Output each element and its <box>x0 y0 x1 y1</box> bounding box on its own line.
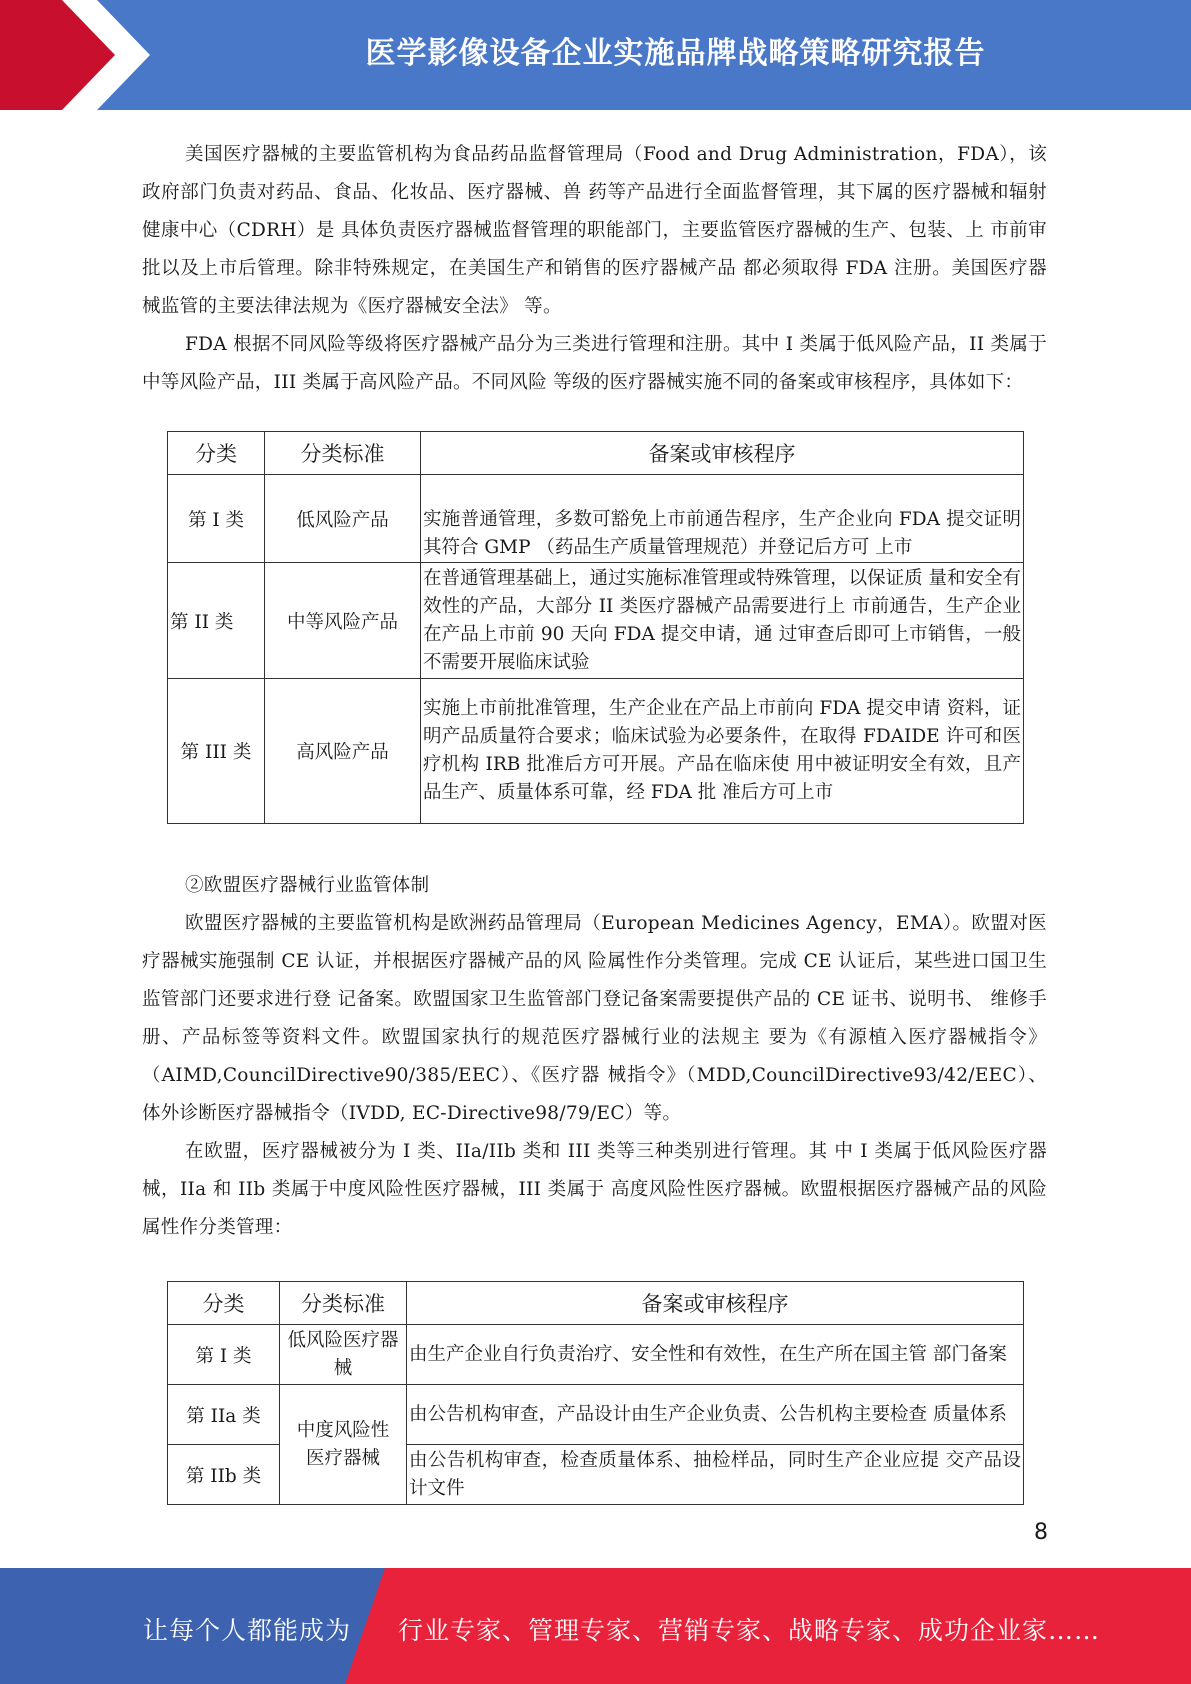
eu-heading: ②欧盟医疗器械行业监管体制 <box>185 875 430 896</box>
footer-slogan-left: 让每个人都能成为 <box>143 1616 352 1645</box>
table-row <box>168 475 1024 563</box>
page-footer <box>0 1568 1191 1684</box>
eu-paragraph-1: 欧盟医疗器械的主要监管机构是欧洲药品管理局（European Medicines Agency，EMA）。欧盟对医疗器械实施强制 CE 认证，并根据医疗器械产品的风 险属性作分类管理。完成 CE 认证后，某些进口国卫生监管部门还要求进行登 记备案。欧盟国家卫生监管部门登记备案需要提供产品的 CE 证书、说明书、 维修手册、产品标签等资料文件。欧盟国家执行的规范医疗器械行业的法规主 要为《有源植入医疗器械指令》（AIMD,CouncilDirective90/385/EEC）、《医疗器 械指令》（MDD,CouncilDirective93/42/EEC）、体外诊断医疗器械指令（IVDD, EC-Directive98/79/EC）等。 <box>142 913 1047 1124</box>
table-row <box>168 1325 1024 1385</box>
us-classification-table <box>167 431 1024 824</box>
row-standard: 高风险产品 <box>265 679 421 824</box>
row-procedure: 实施普通管理，多数可豁免上市前通告程序，生产企业向 FDA 提交证明其符合 GMP （药品生产质量管理规范）并登记后方可 上市 <box>421 475 1024 563</box>
row-procedure: 由公告机构审查，检查质量体系、抽检样品，同时生产企业应提 交产品设计文件 <box>407 1445 1024 1505</box>
row-standard: 低风险医疗器械 <box>280 1325 407 1385</box>
row-class: 第 IIa 类 <box>168 1385 280 1445</box>
row-procedure: 在普通管理基础上，通过实施标准管理或特殊管理，以保证质 量和安全有效性的产品，大部分 II 类医疗器械产品需要进行上 市前通告，生产企业在产品上市前 90 天向 FDA 提交申请，通 过审查后即可上市销售，一般不需要开展临床试验 <box>421 563 1024 679</box>
eu-paragraph-2: 在欧盟，医疗器械被分为 I 类、IIa/IIb 类和 III 类等三种类别进行管理。其 中 I 类属于低风险医疗器械，IIa 和 IIb 类属于中度风险性医疗器械，III 类属于 高度风险性医疗器械。欧盟根据医疗器械产品的风险属性作分类管理： <box>142 1141 1047 1238</box>
table-row <box>168 563 1024 679</box>
header-procedure: 备案或审核程序 <box>407 1282 1024 1325</box>
header-class: 分类 <box>168 1282 280 1325</box>
table-row <box>168 1385 1024 1445</box>
row-standard: 中等风险产品 <box>265 563 421 679</box>
footer-slogan-right: 行业专家、管理专家、营销专家、战略专家、成功企业家…… <box>398 1616 1101 1645</box>
row-procedure: 由生产企业自行负责治疗、安全性和有效性，在生产所在国主管 部门备案 <box>407 1325 1024 1385</box>
page-number: 8 <box>1034 1520 1048 1545</box>
row-procedure: 由公告机构审查，产品设计由生产企业负责、公告机构主要检查 质量体系 <box>407 1385 1024 1445</box>
row-standard: 低风险产品 <box>265 475 421 563</box>
row-procedure: 实施上市前批准管理，生产企业在产品上市前向 FDA 提交申请 资料，证明产品质量符合要求；临床试验为必要条件，在取得 FDAIDE 许可和医疗机构 IRB 批准后方可开展。产品在临床使 用中被证明安全有效，且产品生产、质量体系可靠，经 FDA 批 准后方可上市 <box>421 679 1024 824</box>
eu-classification-table <box>167 1281 1024 1505</box>
row-class: 第 I 类 <box>168 475 265 563</box>
table-row <box>168 679 1024 824</box>
row-class: 第 I 类 <box>168 1325 280 1385</box>
row-class: 第 IIb 类 <box>168 1445 280 1505</box>
header-standard: 分类标准 <box>265 432 421 475</box>
us-section <box>142 136 1047 402</box>
page-header <box>0 0 1191 110</box>
header-standard: 分类标准 <box>280 1282 407 1325</box>
row-class: 第 II 类 <box>168 563 265 679</box>
row-standard: 中度风险性医疗器械 <box>280 1385 407 1505</box>
header-class: 分类 <box>168 432 265 475</box>
table-header-row <box>168 432 1024 475</box>
table-header-row <box>168 1282 1024 1325</box>
us-paragraph-2: FDA 根据不同风险等级将医疗器械产品分为三类进行管理和注册。其中 I 类属于低风险产品，II 类属于中等风险产品，III 类属于高风险产品。不同风险 等级的医疗器械实施不同的备案或审核程序，具体如下： <box>142 334 1047 393</box>
row-class: 第 III 类 <box>168 679 265 824</box>
us-paragraph-1: 美国医疗器械的主要监管机构为食品药品监督管理局（Food and Drug Administration，FDA），该政府部门负责对药品、食品、化妆品、医疗器械、兽 药等产品进行全面监督管理，其下属的医疗器械和辐射健康中心（CDRH）是 具体负责医疗器械监督管理的职能部门，主要监管医疗器械的生产、包装、上 市前审批以及上市后管理。除非特殊规定，在美国生产和销售的医疗器械产品 都必须取得 FDA 注册。美国医疗器械监管的主要法律法规为《医疗器械安全法》 等。 <box>142 144 1047 317</box>
header-procedure: 备案或审核程序 <box>421 432 1024 475</box>
eu-section <box>142 867 1047 1247</box>
report-title: 医学影像设备企业实施品牌战略策略研究报告 <box>365 36 986 71</box>
